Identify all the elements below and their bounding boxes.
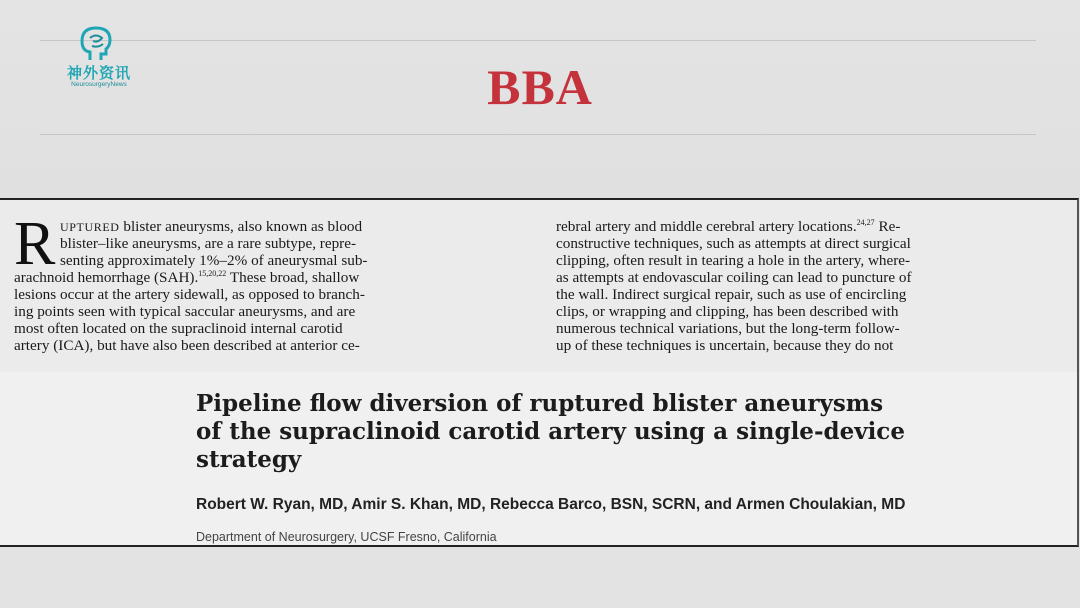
logo-name-cn: 神外资讯 xyxy=(66,64,131,82)
text-line: ing points seen with typical saccular aneurysms, and are xyxy=(14,303,356,320)
bottom-divider xyxy=(40,134,1036,135)
text-line: most often located on the supraclinoid internal carotid xyxy=(14,320,343,337)
text-line: clipping, often result in tearing a hole in the artery, where- xyxy=(556,252,911,269)
drop-cap: R xyxy=(14,210,56,278)
text-line: lesions occur at the artery sidewall, as opposed to branch- xyxy=(14,286,365,303)
text-line: the wall. Indirect surgical repair, such as use of encircling xyxy=(556,286,907,303)
line-text: These broad, shallow xyxy=(226,269,360,286)
top-divider xyxy=(40,40,1036,41)
text-line: numerous technical variations, but the long-term follow- xyxy=(556,320,900,337)
text-line: up of these techniques is uncertain, because they do not xyxy=(556,337,894,354)
slide-header xyxy=(0,0,1080,198)
paper-title xyxy=(196,390,1036,474)
paper-title-line: Pipeline flow diversion of ruptured blister aneurysms xyxy=(196,390,884,417)
text-line: as attempts at endovascular coiling can lead to puncture of xyxy=(556,269,912,286)
text-line: senting approximately 1%–2% of aneurysmal sub- xyxy=(60,252,368,269)
text-line: clips, or wrapping and clipping, has been described with xyxy=(556,303,899,320)
line-text: blister aneurysms, also known as blood xyxy=(119,218,363,235)
text-line: artery (ICA), but have also been described at anterior ce- xyxy=(14,337,360,354)
smallcaps-lead: UPTURED xyxy=(60,220,120,234)
slide-footer-area xyxy=(0,548,1080,608)
abstract-column-left xyxy=(14,210,506,354)
text-line: blister–like aneurysms, are a rare subtype, repre- xyxy=(60,235,357,252)
abstract-column-right xyxy=(556,218,1052,354)
citation-refs: 24,27 xyxy=(856,218,875,227)
paper-title-line: strategy xyxy=(196,446,302,473)
text-line xyxy=(14,269,506,286)
slide-title: BBA xyxy=(487,59,593,115)
line-text: Re- xyxy=(874,218,901,235)
citation-refs: 15,20,22 xyxy=(198,269,227,278)
text-line xyxy=(556,218,1052,235)
paper-header-clipping xyxy=(0,372,1079,547)
logo-name-en: NeurosurgeryNews xyxy=(71,81,127,88)
text-line xyxy=(14,218,506,235)
text-line: constructive techniques, such as attempts at direct surgical xyxy=(556,235,911,252)
paper-affiliation: Department of Neurosurgery, UCSF Fresno, California xyxy=(196,530,497,544)
paper-authors: Robert W. Ryan, MD, Amir S. Khan, MD, Rebecca Barco, BSN, SCRN, and Armen Choulakian, MD xyxy=(196,496,906,513)
paper-title-line: of the supraclinoid carotid artery using a single-device xyxy=(196,418,905,445)
line-text: arachnoid hemorrhage (SAH). xyxy=(14,269,199,286)
abstract-clipping xyxy=(0,198,1079,374)
line-text: rebral artery and middle cerebral artery locations. xyxy=(556,218,857,235)
